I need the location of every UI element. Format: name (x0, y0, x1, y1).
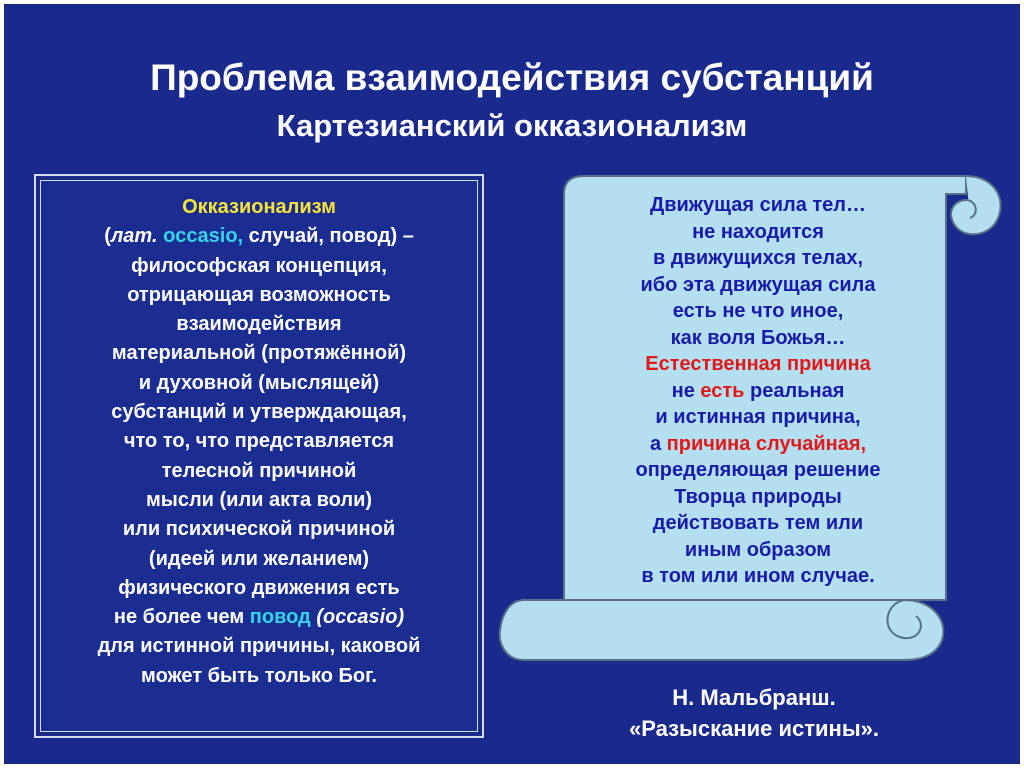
quote-line: не находится (692, 220, 824, 243)
definition-term: Окказионализм (182, 196, 336, 218)
quote-line-a-prichina: а причина случайная, (649, 432, 867, 455)
definition-line: или психической причиной (122, 518, 396, 541)
slide-subtitle: Картезианский окказионализм (276, 108, 748, 143)
definition-line: может быть только Бог. (141, 664, 377, 687)
quote-red-word: есть (700, 379, 745, 402)
slide-title: Проблема взаимодействия субстанций (150, 57, 874, 98)
definition-line: телесной причиной (161, 459, 357, 482)
definition-line: и духовной (мыслящей) (138, 371, 380, 394)
definition-line: (идеей или желанием) (148, 547, 370, 570)
author-name: Н. Мальбранш. (672, 685, 836, 710)
work-title: «Разыскание истины». (629, 716, 879, 741)
quote-line: в том или ином случае. (641, 565, 875, 587)
quote-red-phrase: причина случайная, (666, 432, 867, 455)
quote-line: в движущихся телах, (652, 247, 863, 269)
latin-word: occasio, (163, 225, 244, 248)
quote-line: иным образом (684, 538, 832, 561)
quote-red-line: Естественная причина (645, 353, 871, 375)
occasio-latin: (occasio) (316, 606, 405, 629)
definition-line: материальной (протяжённой) (111, 342, 407, 365)
quote-line: Движущая сила тел… (649, 194, 867, 216)
quote-line: ибо эта движущая сила (640, 273, 876, 296)
definition-line: физического движения есть (118, 576, 400, 599)
definition-line: взаимодействия (176, 313, 342, 336)
definition-line: отрицающая возможность (127, 283, 391, 306)
quote-line: определяющая решение (635, 459, 881, 481)
definition-etymology: (лат. occasio, случай, повод) – (104, 225, 414, 248)
quote-attribution (564, 682, 944, 744)
definition-line: для истинной причины, каковой (97, 635, 421, 658)
definition-line: мысли (или акта воли) (145, 488, 373, 511)
quote-line: и истинная причина, (655, 406, 861, 428)
povod-word: повод (249, 606, 311, 629)
malebranche-quote (580, 192, 936, 590)
quote-line: Творца природы (674, 485, 842, 508)
latin-abbrev: лат. (110, 225, 158, 248)
definition-line: философская концепция, (131, 254, 387, 277)
quote-line: как воля Божья… (670, 326, 846, 349)
definition-line: что то, что представляется (123, 430, 395, 453)
quote-line: действовать тем или (652, 512, 864, 534)
definition-povod-line: не более чем повод (occasio) (113, 606, 405, 629)
quote-line: есть не что иное, (672, 300, 844, 322)
slide (4, 4, 1020, 764)
definition-line: субстанций и утверждающая, (111, 401, 407, 424)
quote-line-ne-est: не есть реальная (671, 379, 845, 402)
